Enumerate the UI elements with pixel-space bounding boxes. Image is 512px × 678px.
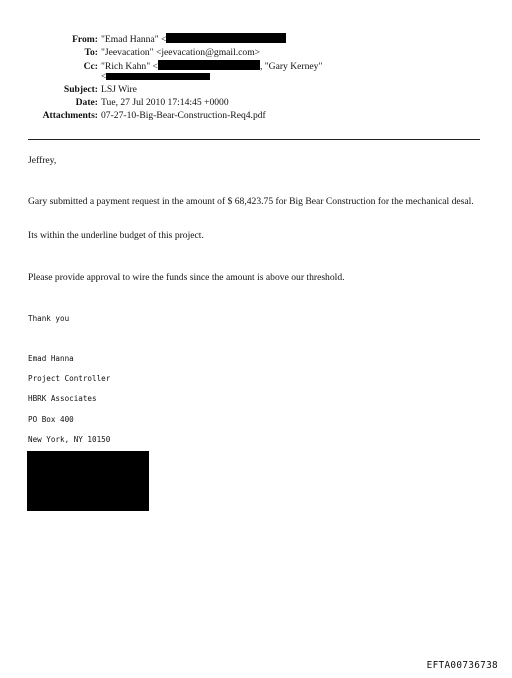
email-header	[0, 33, 512, 123]
signature-name: Emad Hanna	[28, 354, 74, 363]
attachments-label: Attachments:	[42, 110, 98, 122]
subject-label: Subject:	[63, 83, 98, 95]
signature-pobox: PO Box 400	[28, 415, 74, 424]
date-label: Date:	[75, 97, 98, 109]
from-value: "Emad Hanna" <	[101, 34, 167, 45]
redaction-bar	[106, 73, 210, 80]
attachment-link[interactable]: 07-27-10-Big-Bear-Construction-Req4.pdf	[101, 110, 266, 122]
paragraph-approval: Please provide approval to wire the funds since the amount is above our threshold.	[28, 272, 345, 283]
subject-row	[0, 83, 512, 96]
cc-row	[0, 60, 512, 73]
date-row	[0, 96, 512, 109]
to-value: "Jeevacation" <jeevacation@gmail.com>	[101, 47, 261, 59]
closing: Thank you	[28, 314, 70, 323]
signature-company: HBRK Associates	[28, 394, 97, 403]
greeting: Jeffrey,	[28, 155, 57, 166]
from-row	[0, 33, 512, 46]
redaction-bar	[166, 33, 286, 43]
cc-value-cont: , "Gary Kerney"	[259, 60, 323, 72]
cc-value: "Rich Kahn" <	[101, 60, 158, 72]
redaction-block	[27, 451, 149, 511]
cc-row-cont	[0, 70, 512, 83]
subject-value: LSJ Wire	[101, 83, 137, 95]
redaction-bar	[158, 60, 260, 70]
to-label: To:	[84, 47, 98, 59]
signature-title: Project Controller	[28, 374, 111, 383]
paragraph-payment-request: Gary submitted a payment request in the amount of $ 68,423.75 for Big Bear Construction for the mechanical desal.	[28, 196, 474, 207]
to-row	[0, 46, 512, 59]
date-value: Tue, 27 Jul 2010 17:14:45 +0000	[101, 97, 229, 109]
header-divider	[28, 139, 480, 140]
paragraph-budget: Its within the underline budget of this project.	[28, 230, 204, 241]
from-label: From:	[72, 34, 98, 45]
cc-value-cont2: <	[101, 70, 107, 82]
cc-label: Cc:	[83, 60, 98, 72]
document-id: EFTA00736738	[426, 660, 498, 671]
signature-city: New York, NY 10150	[28, 435, 111, 444]
attachments-row	[0, 109, 512, 122]
